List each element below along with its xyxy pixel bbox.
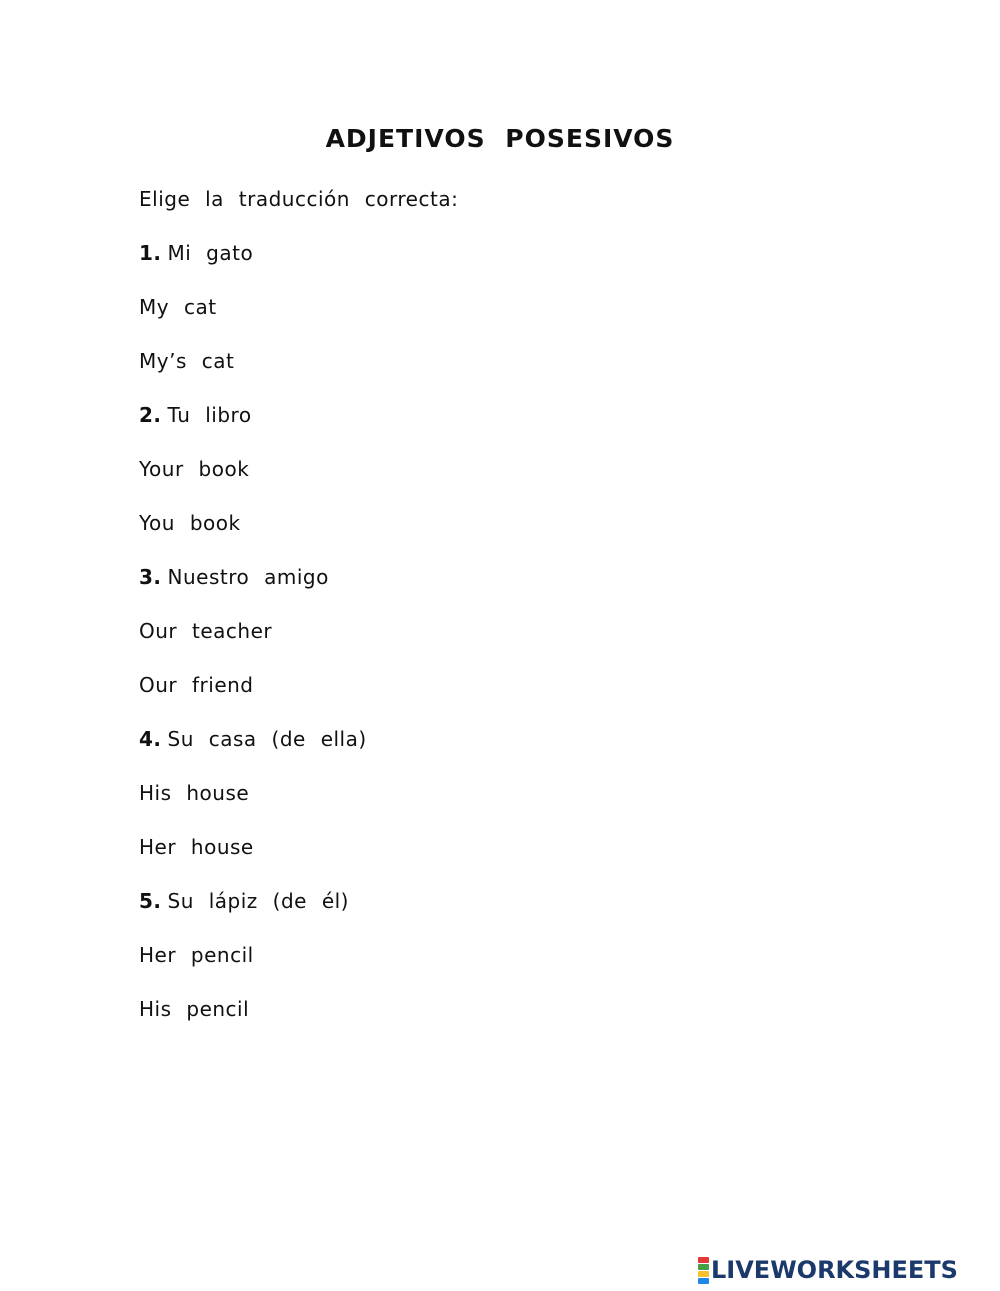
instruction-text: Elige la traducción correcta: (139, 187, 459, 211)
question-1 (139, 237, 458, 291)
page-title: ADJETIVOS POSESIVOS (325, 124, 675, 153)
question-3 (139, 561, 458, 615)
answer-option-1b[interactable]: My’s cat (139, 349, 235, 373)
question-prompt: Mi gato (167, 241, 254, 265)
liveworksheets-logo (698, 1255, 958, 1285)
answer-option-4b[interactable]: Her house (139, 835, 254, 859)
answer-option-3a[interactable]: Our teacher (139, 619, 273, 643)
answer-option-3b[interactable]: Our friend (139, 673, 254, 697)
question-number: 3. (139, 565, 162, 589)
question-number: 2. (139, 403, 162, 427)
question-2 (139, 399, 458, 453)
question-number: 1. (139, 241, 162, 265)
worksheet-content (139, 183, 458, 1047)
question-prompt: Su lápiz (de él) (167, 889, 349, 913)
answer-option-2b[interactable]: You book (139, 511, 241, 535)
answer-option-1a[interactable]: My cat (139, 295, 217, 319)
logo-block (698, 1264, 709, 1270)
question-5 (139, 885, 458, 939)
question-number: 4. (139, 727, 162, 751)
answer-option-4a[interactable]: His house (139, 781, 250, 805)
answer-option-5b[interactable]: His pencil (139, 997, 250, 1021)
question-prompt: Nuestro amigo (167, 565, 329, 589)
question-prompt: Tu libro (167, 403, 252, 427)
question-number: 5. (139, 889, 162, 913)
answer-option-2a[interactable]: Your book (139, 457, 250, 481)
logo-text: LIVEWORKSHEETS (711, 1256, 958, 1284)
logo-blocks-icon (698, 1257, 709, 1284)
logo-block (698, 1257, 709, 1263)
logo-block (698, 1278, 709, 1284)
logo-block (698, 1271, 709, 1277)
question-prompt: Su casa (de ella) (167, 727, 367, 751)
answer-option-5a[interactable]: Her pencil (139, 943, 254, 967)
question-4 (139, 723, 458, 777)
